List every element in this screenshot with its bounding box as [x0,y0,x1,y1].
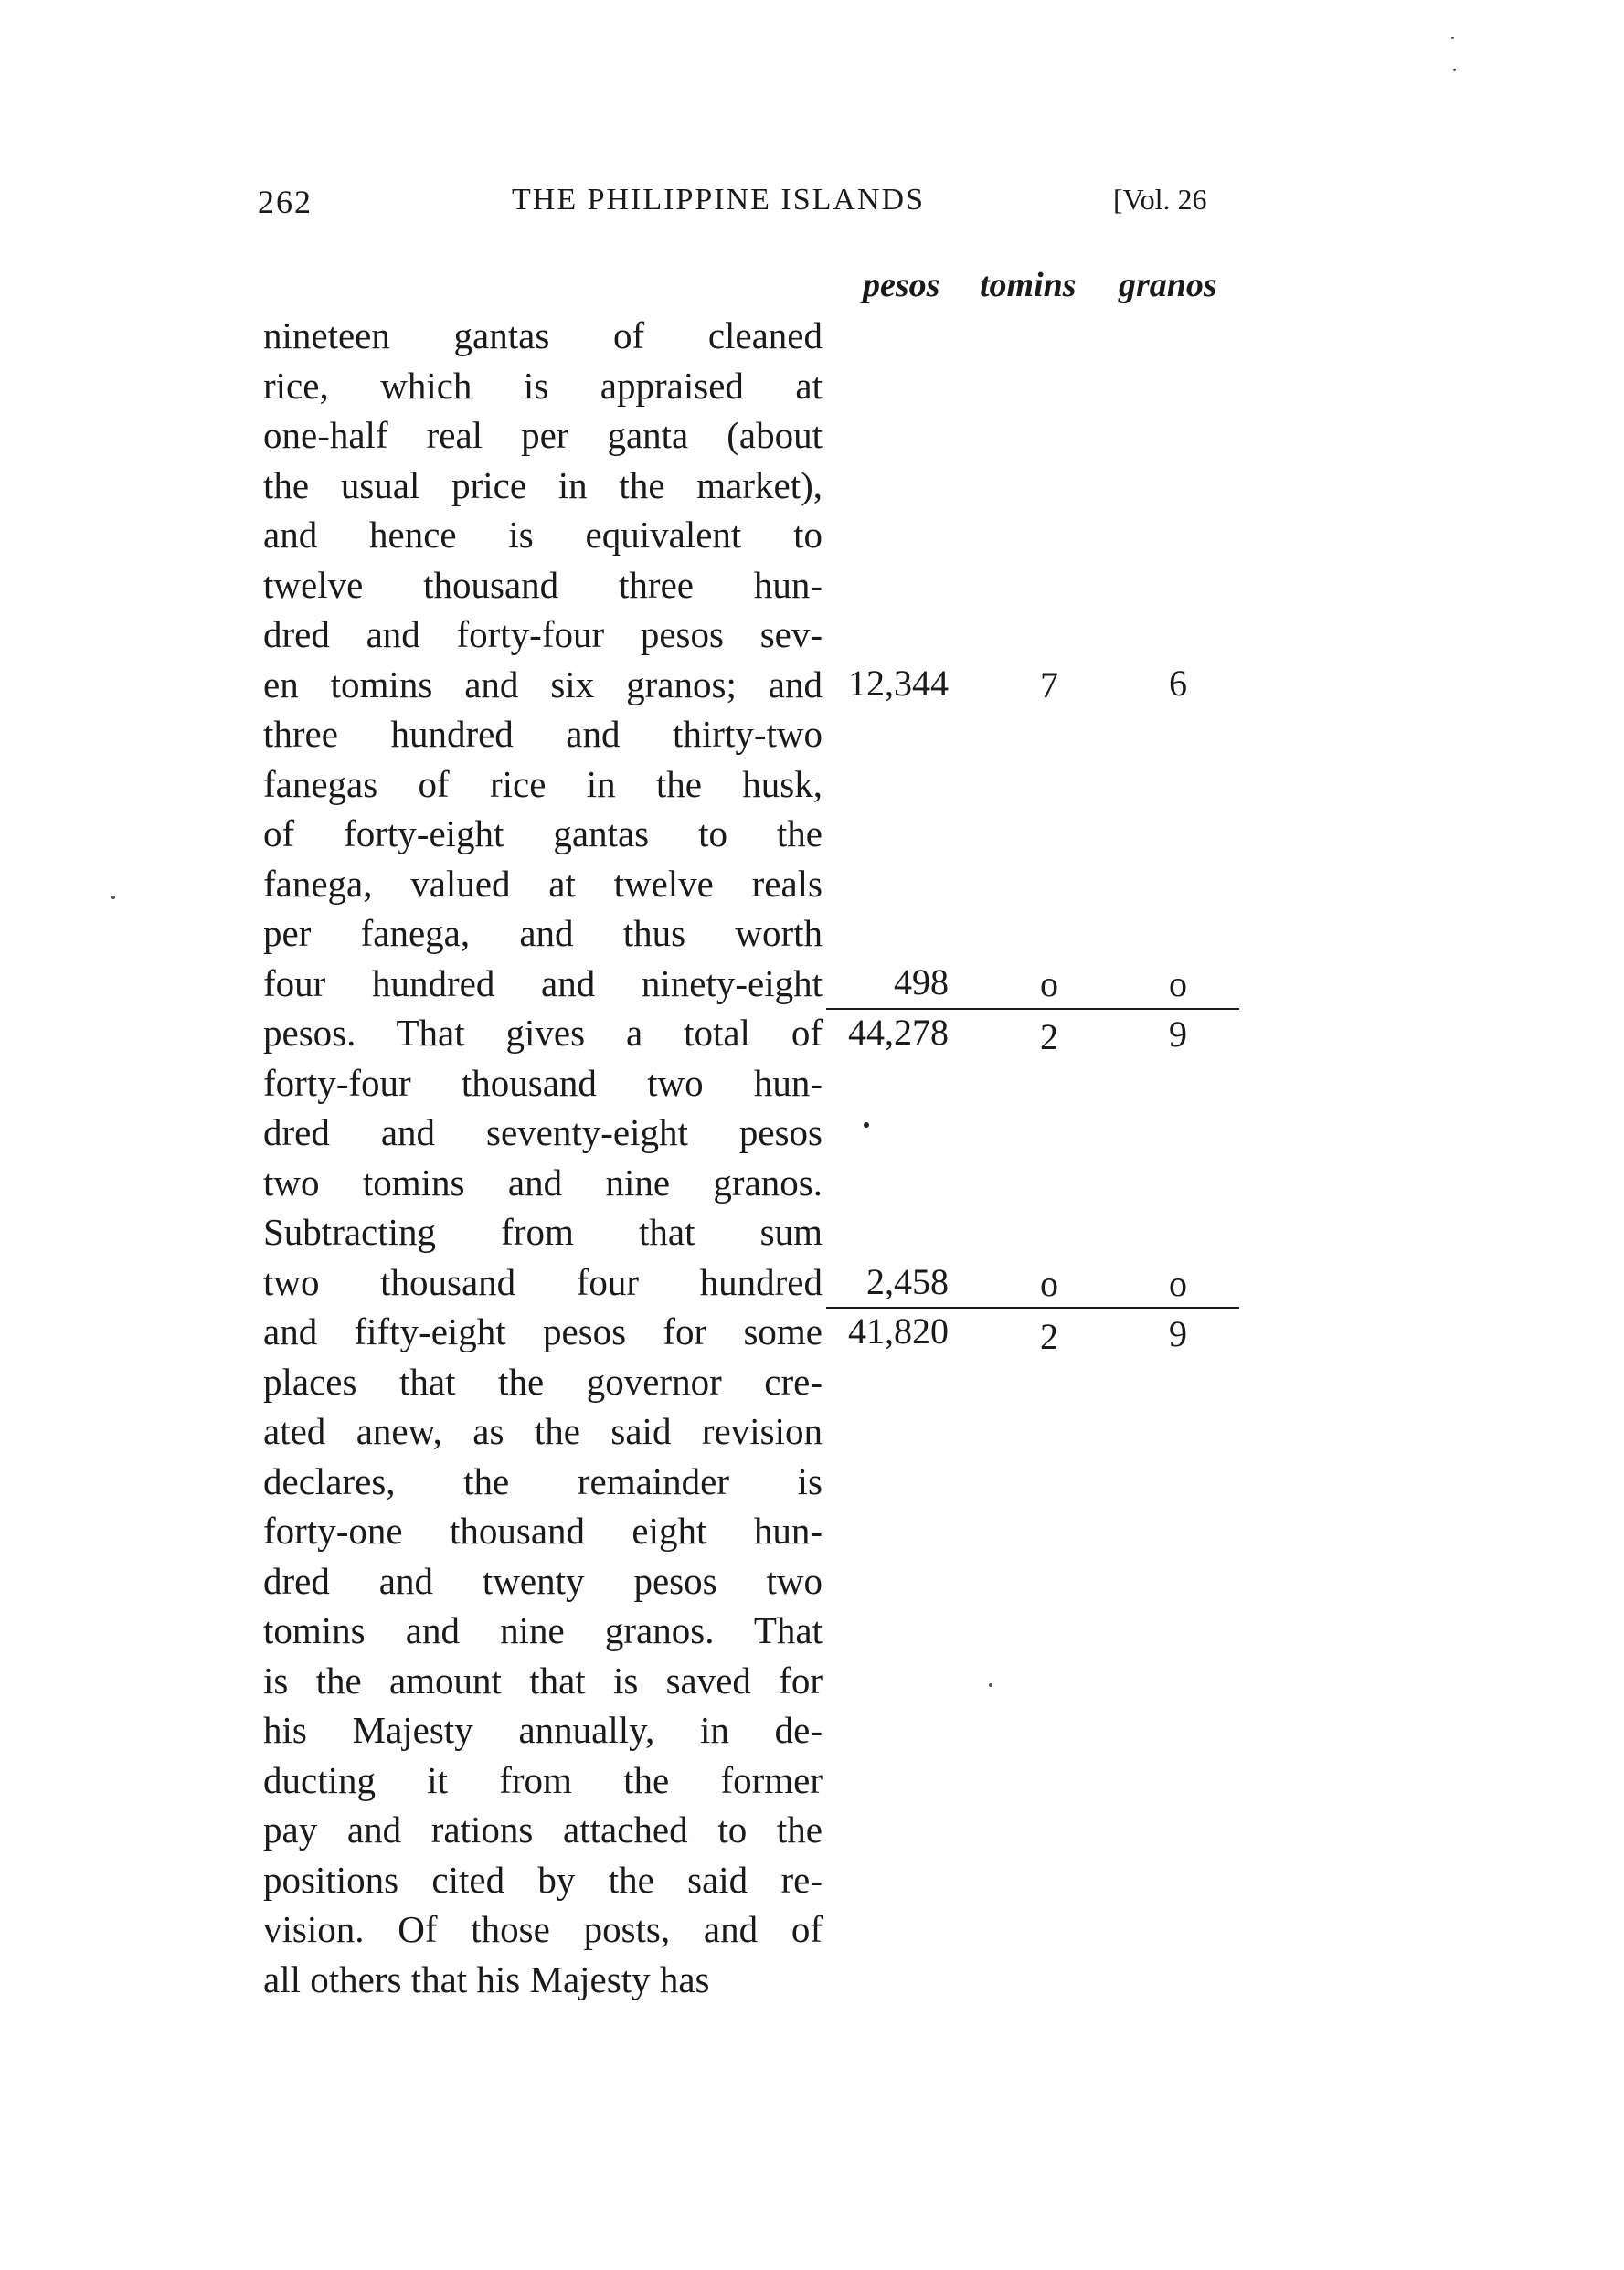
text-line: pesos. That gives a total of [263,1012,823,1054]
text-line: Subtracting from that sum [263,1211,823,1253]
figure-tomins: o [1040,963,1058,1004]
text-line: his Majesty annually, in de- [263,1709,823,1751]
page-number: 262 [258,184,313,220]
figure-tomins: 2 [1040,1016,1058,1057]
text-line: all others that his Majesty has [263,1957,710,2000]
text-line: ducting it from the former [263,1758,823,1801]
sum-rule [826,1008,1239,1010]
text-line: per fanega, and thus worth [263,912,823,954]
running-header [0,183,1624,238]
text-line: the usual price in the market), [263,463,823,506]
running-title: THE PHILIPPINE ISLANDS [512,183,925,217]
figure-granos: o [1169,1263,1187,1304]
text-line: four hundred and ninety-eight [263,961,823,1004]
figure-granos: o [1169,963,1187,1004]
column-headers [0,265,1624,311]
text-line: one-half real per ganta (about [263,414,823,456]
text-line: and fifty-eight pesos for some [263,1310,823,1352]
scan-speck [864,1122,869,1128]
text-line: positions cited by the said re- [263,1858,823,1901]
figure-granos: 6 [1169,663,1187,704]
volume-label: [Vol. 26 [1113,183,1207,216]
text-line: places that the governor cre- [263,1360,823,1403]
text-line: two tomins and nine granos. [263,1161,823,1204]
text-line: nineteen gantas of cleaned [263,314,823,356]
text-line: declares, the remainder is [263,1459,823,1502]
figure-pesos: 12,344 [848,663,949,704]
figure-pesos: 44,278 [848,1012,949,1053]
scan-speck [1451,37,1454,39]
text-line: ated anew, as the said revision [263,1410,823,1452]
figure-tomins: 2 [1040,1316,1058,1357]
text-line: two thousand four hundred [263,1260,823,1303]
text-line: twelve thousand three hun- [263,563,823,606]
text-line: is the amount that is saved for [263,1659,823,1702]
figure-tomins: o [1040,1263,1058,1304]
body-text [263,311,823,2004]
difference-rule [826,1307,1239,1309]
figure-pesos: 2,458 [866,1261,949,1302]
scan-speck [989,1683,992,1687]
text-line: dred and seventy-eight pesos [263,1111,823,1153]
text-line: forty-four thousand two hun- [263,1061,823,1104]
text-line: fanega, valued at twelve reals [263,862,823,905]
text-line: tomins and nine granos. That [263,1609,823,1651]
column-header-granos: granos [1119,266,1217,304]
text-line: and hence is equivalent to [263,514,823,556]
scan-speck [111,896,115,899]
text-line: dred and twenty pesos two [263,1559,823,1602]
text-line: pay and rations attached to the [263,1809,823,1851]
column-header-tomins: tomins [980,266,1077,304]
text-line: forty-one thousand eight hun- [263,1510,823,1552]
scan-speck [1453,69,1456,71]
text-line: three hundred and thirty-two [263,713,823,755]
figure-granos: 9 [1169,1313,1187,1354]
text-line: of forty-eight gantas to the [263,812,823,854]
text-line: rice, which is appraised at [263,364,823,407]
figure-pesos: 41,820 [848,1310,949,1352]
figure-granos: 9 [1169,1013,1187,1055]
figure-tomins: 7 [1040,664,1058,705]
text-line: en tomins and six granos; and [263,663,823,705]
figure-pesos: 498 [894,961,949,1002]
text-line: vision. Of those posts, and of [263,1908,823,1950]
text-line: dred and forty-four pesos sev- [263,613,823,655]
column-header-pesos: pesos [863,266,940,304]
text-line: fanegas of rice in the husk, [263,762,823,805]
